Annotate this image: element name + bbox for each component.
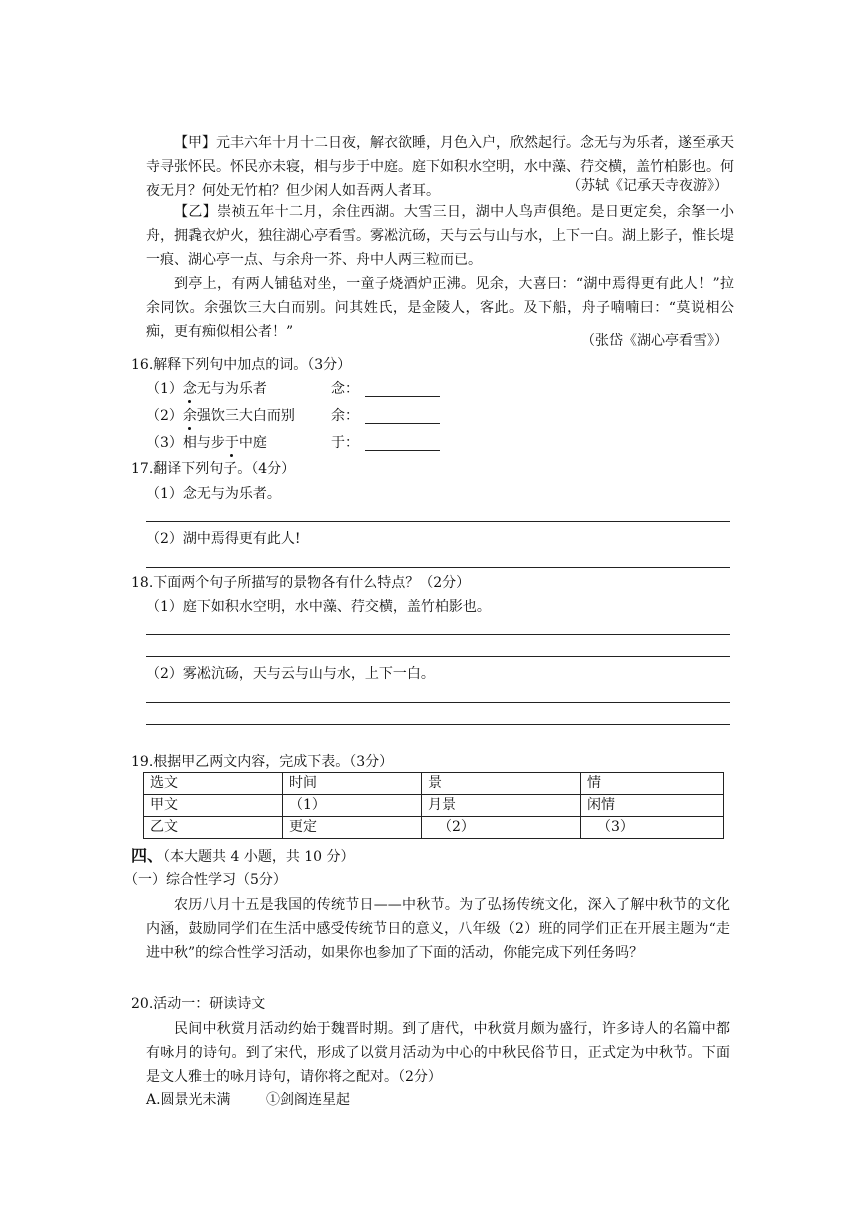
table-cell[interactable]: （1）	[283, 795, 422, 817]
dotted-character: 于	[224, 435, 239, 451]
source-jia: （苏轼《记承天寺夜游》）	[567, 178, 728, 194]
answer-line-17-2[interactable]	[146, 567, 730, 568]
question-17-sentence-1: （1）念无与为乐者。	[146, 486, 281, 502]
table-cell: 甲文	[144, 795, 283, 817]
question-18-title: 18.下面两个句子所描写的景物各有什么特点？（2分）	[131, 575, 471, 591]
dotted-character: 念	[182, 381, 197, 397]
question-17-title: 17.翻译下列句子。（4分）	[131, 461, 296, 477]
answer-line-18-1a[interactable]	[146, 634, 730, 635]
table-header-cell: 时间	[283, 773, 422, 795]
table-header-cell: 选文	[144, 773, 283, 795]
table-row	[144, 795, 724, 817]
answer-line-18-2b[interactable]	[146, 724, 730, 725]
answer-label-2: 余：	[331, 408, 359, 424]
question-20-text: 民间中秋赏月活动约始于魏晋时期。到了唐代，中秋赏月颇为盛行，许多诗人的名篇中都有咏月的诗句。到了宋代，形成了以赏月活动为中心的中秋民俗节日，正式定为中秋节。下面是文人雅士的咏月诗句，请你将之配对。（2分）	[146, 1021, 730, 1085]
subsection-1-title: （一）综合性学习（5分）	[124, 872, 287, 888]
table-cell: 更定	[283, 817, 422, 839]
table-header-cell: 情	[581, 773, 724, 795]
comparison-table	[143, 772, 724, 839]
section-4-heading	[131, 846, 355, 867]
passage-jia-text: 【甲】元丰六年十月十二日夜，解衣欲睡，月色入户，欣然起行。念无与为乐者，遂至承天寺寻张怀民。怀民亦未寝，相与步于中庭。庭下如积水空明，水中藻、荇交横，盖竹柏影也。何夜无月？何处无竹柏？但少闲人如吾两人者耳。	[146, 135, 734, 199]
match-item-a: A.圆景光未满	[146, 1092, 231, 1108]
section-4-note: （本大题共 4 小题，共 10 分）	[163, 849, 355, 865]
table-cell: 闲情	[581, 795, 724, 817]
table-cell: 乙文	[144, 817, 283, 839]
answer-blank-1[interactable]	[365, 396, 440, 397]
passage-yi-paragraph-2: 到亭上，有两人铺毡对坐，一童子烧酒炉正沸。见余，大喜曰：“湖中焉得更有此人！”拉余同饮。余强饮三大白而别。问其姓氏，是金陵人，客此。及下船，舟子喃喃曰：“莫说相公痴，更有痴似相公者！”	[146, 276, 734, 340]
question-20-title: 20.活动一：研读诗文	[131, 996, 266, 1012]
answer-label-3: 于：	[331, 435, 359, 451]
passage-yi-paragraph-1: 【乙】崇祯五年十二月，余住西湖。大雪三日，湖中人鸟声俱绝。是日更定矣，余拏一小舟，拥毳衣炉火，独往湖心亭看雪。雾凇沆砀，天与云与山与水，上下一白。湖上影子，惟长堤一痕、湖心亭一点、与余舟一芥、舟中人两三粒而已。	[146, 204, 734, 268]
question-17-sentence-2: （2）湖中焉得更有此人!	[146, 531, 301, 547]
table-cell[interactable]: （2）	[422, 817, 581, 839]
answer-blank-2[interactable]	[365, 423, 440, 424]
table-header-cell: 景	[422, 773, 581, 795]
section-4-label: 四、	[131, 846, 164, 865]
answer-line-17-1[interactable]	[146, 521, 730, 522]
section-4-intro: 农历八月十五是我国的传统节日——中秋节。为了弘扬传统文化，深入了解中秋节的文化内涵，鼓励同学们在生活中感受传统节日的意义，八年级（2）班的同学们正在开展主题为“走进中秋”的综合性学习活动，如果你也参加了下面的活动，你能完成下列任务吗？	[146, 897, 730, 961]
dotted-character: 余	[182, 408, 197, 424]
table-cell: 月景	[422, 795, 581, 817]
question-19-title: 19.根据甲乙两文内容，完成下表。（3分）	[131, 754, 394, 770]
question-16-title: 16.解释下列句中加点的词。（3分）	[131, 357, 352, 373]
table-row	[144, 817, 724, 839]
question-16-item-3: （3）相与步于中庭	[146, 435, 267, 451]
answer-line-18-2a[interactable]	[146, 702, 730, 703]
passage-yi	[146, 200, 734, 344]
table-header-row	[144, 773, 724, 795]
source-yi: （张岱《湖心亭看雪》）	[581, 333, 728, 349]
answer-line-18-1b[interactable]	[146, 656, 730, 657]
match-item-1: ①剑阁连星起	[266, 1092, 350, 1108]
question-18-sentence-2: （2）雾凇沆砀，天与云与山与水，上下一白。	[146, 666, 435, 682]
answer-label-1: 念：	[331, 381, 359, 397]
question-16-item-2: （2）余强饮三大白而别	[146, 408, 295, 424]
question-18-sentence-1: （1）庭下如积水空明，水中藻、荇交横，盖竹柏影也。	[146, 599, 491, 615]
question-16-item-1: （1）念无与为乐者	[146, 381, 267, 397]
answer-blank-3[interactable]	[365, 450, 440, 451]
table-cell[interactable]: （3）	[581, 817, 724, 839]
